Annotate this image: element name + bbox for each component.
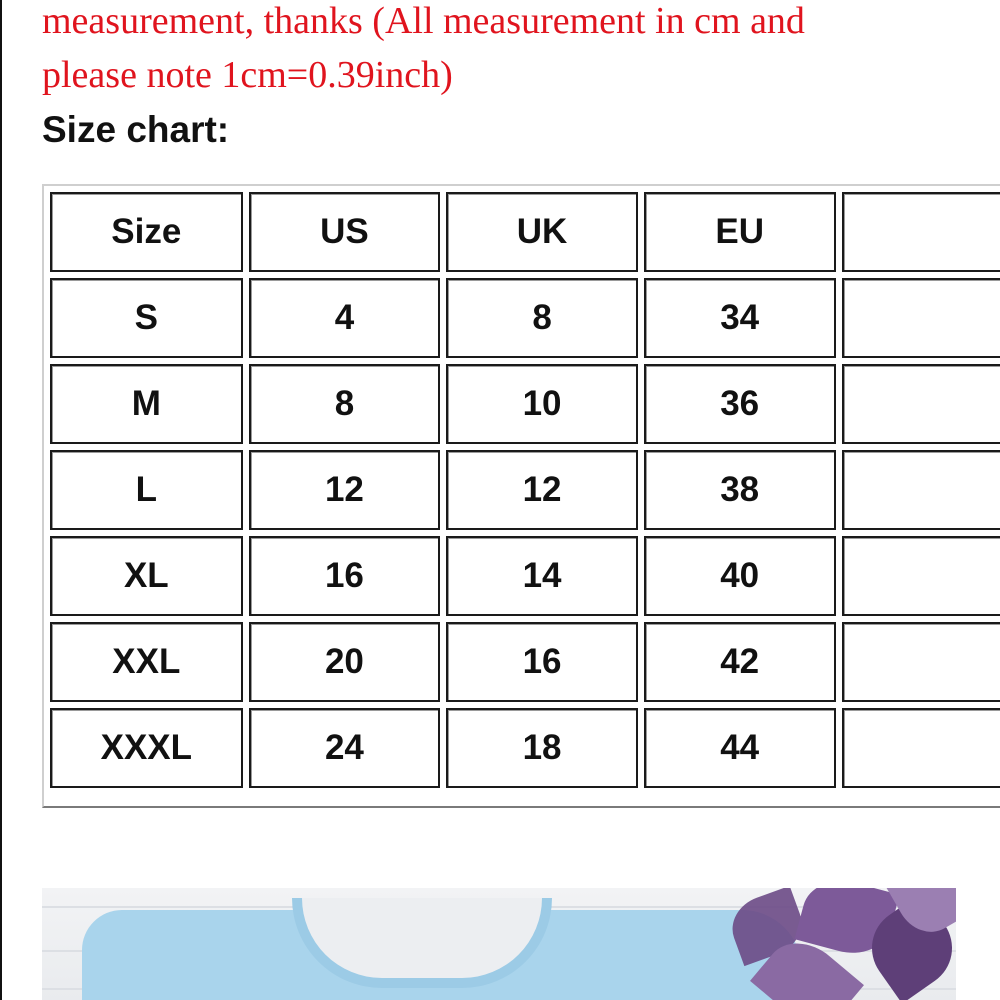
cell-eu: 42: [644, 622, 836, 702]
header-size: Size: [50, 192, 243, 272]
size-chart-heading: Size chart:: [42, 109, 230, 150]
cell-eu: 34: [644, 278, 836, 358]
table-header-row: [50, 192, 1000, 272]
product-photo-tshirt: [42, 888, 956, 1000]
notice-line-2: please note 1cm=0.39inch): [42, 54, 453, 96]
cell-us: 4: [249, 278, 441, 358]
cell-uk: 18: [446, 708, 638, 788]
notice-line-1: measurement, thanks (All measurement in cm and: [42, 0, 805, 42]
size-table: [44, 186, 1000, 794]
cell-eu: 40: [644, 536, 836, 616]
cell-cut-off: [842, 450, 1000, 530]
table-row: [50, 278, 1000, 358]
header-eu: EU: [644, 192, 836, 272]
cell-cut-off: [842, 622, 1000, 702]
cell-uk: 8: [446, 278, 638, 358]
size-table-frame: [42, 184, 1000, 808]
header-uk: UK: [446, 192, 638, 272]
cell-us: 24: [249, 708, 441, 788]
cell-size: L: [50, 450, 243, 530]
cell-uk: 16: [446, 622, 638, 702]
table-row: [50, 622, 1000, 702]
cell-us: 12: [249, 450, 441, 530]
cell-size: XXXL: [50, 708, 243, 788]
cell-us: 8: [249, 364, 441, 444]
cell-size: M: [50, 364, 243, 444]
cell-size: XXL: [50, 622, 243, 702]
cell-size: S: [50, 278, 243, 358]
header-us: US: [249, 192, 441, 272]
cell-eu: 36: [644, 364, 836, 444]
header-cut-off: [842, 192, 1000, 272]
table-row: [50, 364, 1000, 444]
cell-eu: 38: [644, 450, 836, 530]
table-row: [50, 450, 1000, 530]
cell-uk: 14: [446, 536, 638, 616]
cell-uk: 12: [446, 450, 638, 530]
cell-uk: 10: [446, 364, 638, 444]
cell-cut-off: [842, 536, 1000, 616]
cell-size: XL: [50, 536, 243, 616]
table-row: [50, 536, 1000, 616]
cell-us: 20: [249, 622, 441, 702]
cell-us: 16: [249, 536, 441, 616]
left-border: [0, 0, 2, 1000]
cell-cut-off: [842, 278, 1000, 358]
table-row: [50, 708, 1000, 788]
measurement-notice: [42, 0, 982, 102]
cell-eu: 44: [644, 708, 836, 788]
cell-cut-off: [842, 364, 1000, 444]
cell-cut-off: [842, 708, 1000, 788]
